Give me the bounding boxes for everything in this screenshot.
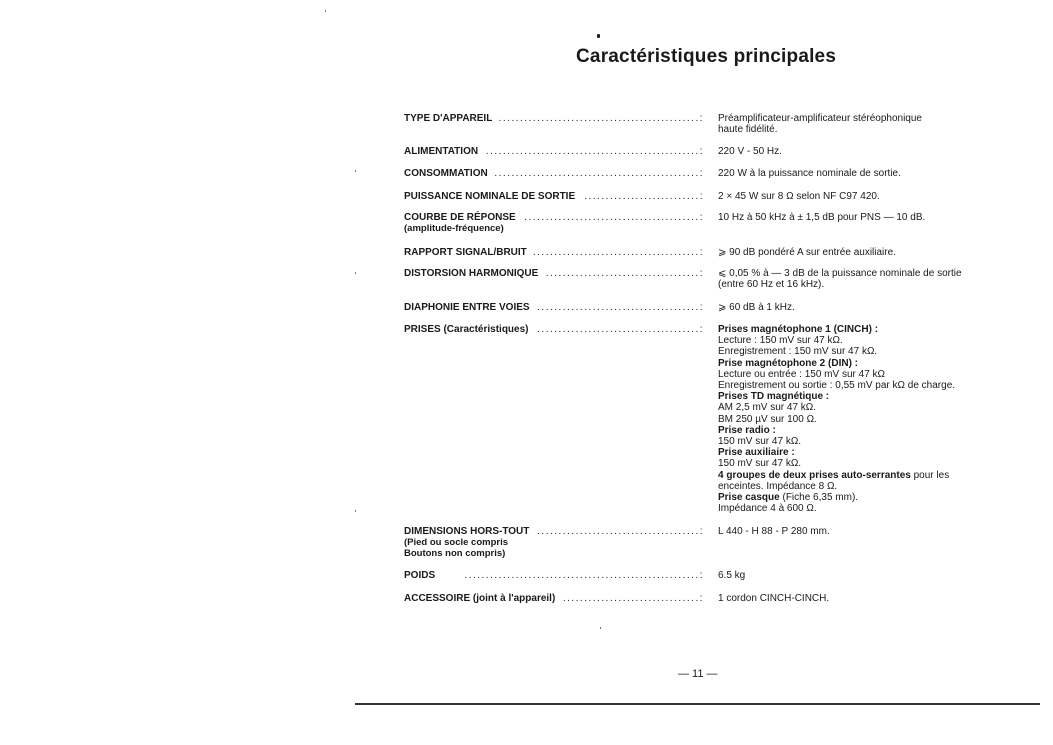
spec-value-line: 10 Hz à 50 kHz à ± 1,5 dB pour PNS — 10 dB. — [718, 212, 926, 223]
spec-label-text: PRISES (Caractéristiques) — [404, 324, 529, 335]
dot-leader: ...........................: — [584, 191, 704, 202]
spec-label-line — [404, 526, 704, 537]
spec-label — [404, 113, 704, 124]
spec-value-line: ⩾ 60 dB à 1 kHz. — [718, 302, 795, 313]
spec-value-line — [718, 436, 1003, 447]
spec-label-text: DIMENSIONS HORS-TOUT — [404, 526, 530, 537]
spec-label-line — [404, 113, 704, 124]
scan-speck — [355, 510, 356, 512]
spec-value-line: haute fidélité. — [718, 124, 778, 136]
spec-value-line: 1 cordon CINCH-CINCH. — [718, 593, 830, 604]
spec-value-bold: Prises magnétophone 1 (CINCH) : — [718, 324, 879, 335]
spec-label-text: DISTORSION HARMONIQUE — [404, 268, 539, 279]
spec-label-sub: Boutons non compris) — [404, 548, 506, 560]
dot-leader: ......................................: — [537, 526, 704, 537]
spec-value-line — [718, 358, 1003, 369]
spec-value-text: enceintes. Impédance 8 Ω. — [718, 480, 838, 492]
dot-leader: ....................................: — [545, 268, 704, 279]
spec-label — [404, 191, 704, 202]
spec-value-bold: Prise magnétophone 2 (DIN) : — [718, 357, 859, 369]
spec-label — [404, 593, 704, 604]
spec-label — [404, 247, 704, 258]
spec-value-bold: Prises TD magnétique : — [718, 391, 830, 403]
spec-value-text: Lecture : 150 mV sur 47 kΩ. — [718, 335, 843, 347]
spec-value-line — [718, 380, 1003, 391]
spec-value-line: 220 V - 50 Hz. — [718, 146, 782, 157]
dot-leader: ...............................................: — [498, 113, 704, 124]
spec-value-line: 2 × 45 W sur 8 Ω selon NF C97 420. — [718, 191, 880, 202]
spec-label — [404, 526, 704, 560]
spec-label-line — [404, 247, 704, 258]
spec-value-line — [718, 425, 1003, 436]
spec-label-line — [404, 268, 704, 279]
dot-leader: ......................................: — [537, 324, 704, 335]
spec-value-line — [718, 369, 1003, 380]
spec-value — [718, 593, 1003, 604]
scan-mark — [597, 34, 600, 38]
spec-value-line — [718, 481, 1003, 492]
spec-value-text: AM 2,5 mV sur 47 kΩ. — [718, 402, 817, 414]
spec-value-line — [718, 346, 1003, 357]
spec-value — [718, 324, 1003, 514]
spec-label-text: COURBE DE RÉPONSE — [404, 212, 516, 223]
scan-speck — [600, 627, 601, 629]
spec-label-line — [404, 593, 704, 604]
spec-value-text: Lecture ou entrée : 150 mV sur 47 kΩ — [718, 368, 886, 380]
spec-value-line — [718, 470, 1003, 481]
spec-label-text: POIDS — [404, 570, 436, 581]
spec-value-text: Impédance 4 à 600 Ω. — [718, 503, 817, 515]
spec-value-line: (entre 60 Hz et 16 kHz). — [718, 279, 825, 291]
spec-label — [404, 324, 704, 335]
spec-value — [718, 247, 1003, 258]
spec-label-line — [404, 570, 704, 581]
spec-label — [404, 146, 704, 157]
scan-speck — [325, 10, 326, 12]
dot-leader: ..................................................: — [485, 146, 704, 157]
spec-value — [718, 268, 1003, 290]
spec-label-sub: (amplitude-fréquence) — [404, 223, 504, 235]
spec-value — [718, 526, 1003, 537]
spec-value-text: 150 mV sur 47 kΩ. — [718, 436, 802, 448]
spec-label — [404, 302, 704, 313]
spec-value-line: L 440 - H 88 - P 280 mm. — [718, 526, 830, 537]
spec-value — [718, 146, 1003, 157]
spec-value-line — [718, 503, 1003, 514]
spec-value-text: BM 250 µV sur 100 Ω. — [718, 413, 817, 425]
spec-value — [718, 168, 1003, 179]
spec-value — [718, 113, 1003, 135]
spec-label-text: CONSOMMATION — [404, 168, 488, 179]
spec-value-line — [718, 492, 1003, 503]
spec-value — [718, 191, 1003, 202]
spec-value-line — [718, 458, 1003, 469]
spec-value-text: 150 mV sur 47 kΩ. — [718, 458, 802, 470]
dot-leader: .........................................: — [524, 212, 704, 223]
scan-speck — [355, 272, 356, 274]
spec-label-line — [404, 324, 704, 335]
page-number: — 11 — — [678, 668, 718, 680]
spec-value-bold: Prise casque — [718, 492, 780, 504]
dot-leader: .......................................: — [532, 247, 704, 258]
spec-value-bold: Prise radio : — [718, 424, 776, 436]
spec-value-line — [718, 324, 1003, 335]
spec-label-line — [404, 302, 704, 313]
dot-leader: ................................................: — [494, 168, 704, 179]
spec-value — [718, 302, 1003, 313]
spec-value — [718, 570, 1003, 581]
scan-speck — [355, 170, 356, 172]
spec-value-line — [718, 402, 1003, 413]
spec-value — [718, 212, 1003, 223]
spec-value-line — [718, 447, 1003, 458]
spec-label-line — [404, 168, 704, 179]
spec-value-line: 220 W à la puissance nominale de sortie. — [718, 168, 901, 179]
spec-label-text: DIAPHONIE ENTRE VOIES — [404, 302, 530, 313]
spec-label-line — [404, 212, 704, 223]
spec-label — [404, 570, 704, 581]
spec-label — [404, 168, 704, 179]
spec-label — [404, 212, 704, 234]
page-title: Caractéristiques principales — [576, 46, 837, 67]
spec-value-text: Enregistrement ou sortie : 0,55 mV par kΩ de charge. — [718, 380, 956, 392]
spec-label-text: ALIMENTATION — [404, 146, 479, 157]
spec-label-sub: (Pied ou socle compris — [404, 537, 508, 549]
spec-value-line: ⩾ 90 dB pondéré A sur entrée auxiliaire. — [718, 247, 896, 258]
dot-leader: .......................................................: — [464, 570, 704, 581]
spec-label-text: ACCESSOIRE (joint à l'appareil) — [404, 593, 556, 604]
spec-value-text: pour les — [910, 469, 950, 481]
spec-label-text: RAPPORT SIGNAL/BRUIT — [404, 247, 527, 258]
spec-value-line — [718, 335, 1003, 346]
spec-label-line — [404, 191, 704, 202]
spec-value-line — [718, 414, 1003, 425]
dot-leader: ................................: — [562, 593, 704, 604]
spec-label-line — [404, 146, 704, 157]
spec-value-line: Préamplificateur-amplificateur stéréophonique — [718, 113, 922, 124]
spec-value-bold: 4 groupes de deux prises auto-serrantes — [718, 469, 911, 481]
bottom-rule — [355, 703, 1040, 705]
spec-value-line: 6.5 kg — [718, 570, 746, 581]
spec-value-bold: Prise auxiliaire : — [718, 447, 795, 459]
spec-label-text: PUISSANCE NOMINALE DE SORTIE — [404, 191, 576, 202]
spec-label-text: TYPE D'APPAREIL — [404, 113, 493, 124]
spec-value-text: Enregistrement : 150 mV sur 47 kΩ. — [718, 346, 878, 358]
spec-value-line — [718, 391, 1003, 402]
spec-value-line: ⩽ 0,05 % à — 3 dB de la puissance nominale de sortie — [718, 268, 962, 279]
spec-value-text: (Fiche 6,35 mm). — [779, 492, 859, 504]
dot-leader: ......................................: — [537, 302, 704, 313]
spec-label — [404, 268, 704, 279]
